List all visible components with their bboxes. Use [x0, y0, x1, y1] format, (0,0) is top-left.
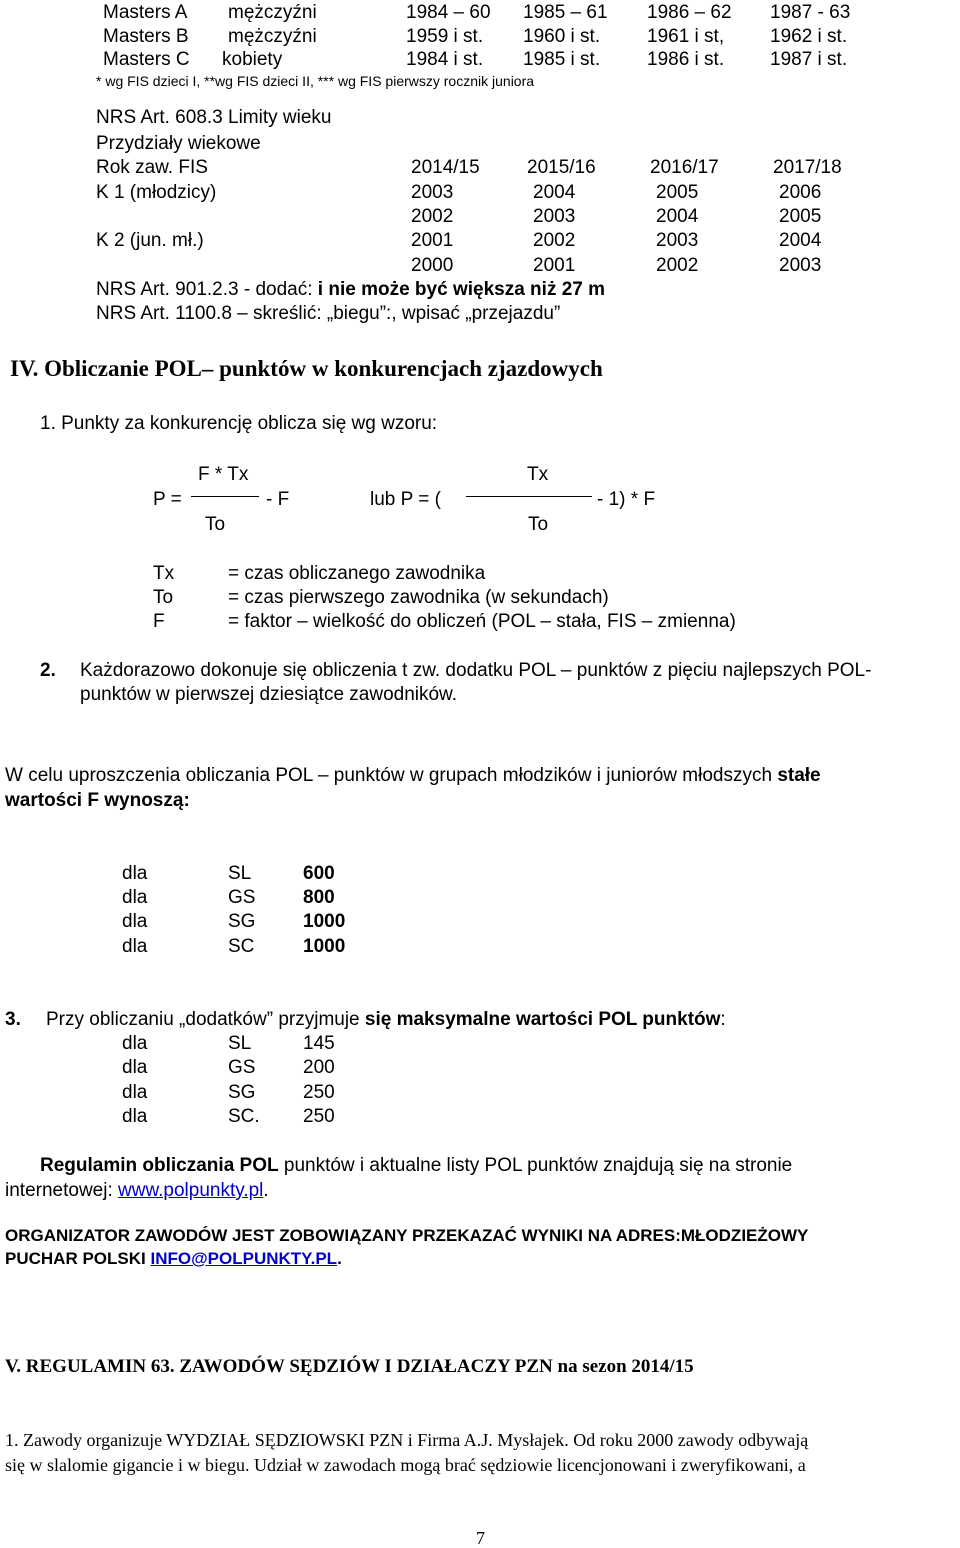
masters-year: 1987 - 63 — [770, 2, 851, 23]
legend-symbol: Tx — [153, 563, 175, 584]
legend-description: = faktor – wielkość do obliczeń (POL – stała, FIS – zmienna) — [228, 611, 736, 632]
age-row — [0, 183, 960, 205]
discipline: SL — [228, 863, 252, 884]
simplification-text: W celu uproszczenia obliczania POL – punktów w grupach młodzików i juniorów młodszych — [5, 765, 778, 786]
birth-year: 2006 — [779, 182, 822, 203]
birth-year: 2002 — [533, 230, 576, 251]
formula-numerator-1: F * Tx — [198, 464, 249, 485]
f-value: 600 — [303, 863, 335, 884]
f-value-row — [0, 864, 960, 886]
masters-year: 1986 – 62 — [647, 2, 732, 23]
item-3-bold: się maksymalne wartości POL punktów — [364, 1009, 721, 1030]
discipline: SG — [228, 911, 256, 932]
regulation-text-2: internetowej: — [5, 1180, 119, 1201]
age-category: K 2 (jun. mł.) — [96, 230, 204, 251]
page-number: 7 — [476, 1528, 485, 1548]
masters-year: 1984 i st. — [406, 49, 484, 70]
organizer-line2 — [5, 1250, 342, 1267]
organizer-line1: ORGANIZATOR ZAWODÓW JEST ZOBOWIĄZANY PRZEKAZAĆ WYNIKI NA ADRES:MŁODZIEŻOWY — [5, 1226, 809, 1245]
birth-year: 2001 — [533, 255, 576, 276]
organizer-period: . — [337, 1249, 342, 1268]
birth-year: 2003 — [656, 230, 699, 251]
birth-year: 2002 — [656, 255, 699, 276]
masters-year: 1960 i st. — [523, 26, 601, 47]
f-value: 1000 — [303, 911, 346, 932]
birth-year: 2004 — [656, 206, 699, 227]
birth-year: 2004 — [779, 230, 822, 251]
simplification-bold: stałe — [777, 765, 821, 786]
legend-symbol: F — [153, 611, 165, 632]
masters-year: 1986 i st. — [647, 49, 725, 70]
dla-label: dla — [122, 1057, 148, 1078]
masters-year: 1985 – 61 — [523, 2, 608, 23]
birth-year: 2003 — [533, 206, 576, 227]
birth-year: 2003 — [779, 255, 822, 276]
nrs1100-rule: NRS Art. 1100.8 – skreślić: „biegu”:, wpisać „przejazdu” — [96, 303, 561, 324]
f-value: 800 — [303, 887, 335, 908]
discipline: SC. — [228, 1106, 260, 1127]
discipline: GS — [228, 887, 256, 908]
dla-label: dla — [122, 1082, 148, 1103]
masters-label: Masters A — [103, 2, 188, 23]
masters-row — [0, 3, 960, 25]
birth-year: 2003 — [411, 182, 454, 203]
masters-sex: mężczyźni — [228, 26, 317, 47]
masters-sex: mężczyźni — [228, 2, 317, 23]
regulation-line1 — [40, 1156, 792, 1175]
max-value-row — [0, 1058, 960, 1080]
simplification-line1 — [5, 766, 821, 785]
season-header: 2014/15 — [411, 157, 480, 178]
organizer-text: PUCHAR POLSKI — [5, 1249, 151, 1268]
masters-footnote: * wg FIS dzieci I, **wg FIS dzieci II, *** wg FIS pierwszy rocznik juniora — [96, 73, 535, 89]
max-value: 250 — [303, 1106, 335, 1127]
masters-row — [0, 50, 960, 72]
max-value: 250 — [303, 1082, 335, 1103]
formula-tail: - 1) * F — [597, 489, 656, 510]
age-row — [0, 256, 960, 278]
masters-year: 1987 i st. — [770, 49, 848, 70]
item-2-line1: Każdorazowo dokonuje się obliczenia t zw. dodatku POL – punktów z pięciu najlepszych POL- — [80, 660, 872, 681]
item-2-line2: punktów w pierwszej dziesiątce zawodników. — [80, 684, 458, 705]
regulation-text: punktów i aktualne listy POL punktów znajdują się na stronie — [278, 1155, 793, 1176]
season-header: 2015/16 — [527, 157, 596, 178]
section5-p1-line2: się w slalomie gigancie i w biegu. Udział w zawodach mogą brać sędziowie licencjonowani i zweryfikowani, a — [5, 1455, 806, 1475]
dla-label: dla — [122, 887, 148, 908]
formula-minus-f: - F — [266, 489, 290, 510]
max-value: 200 — [303, 1057, 335, 1078]
season-header: 2017/18 — [773, 157, 842, 178]
birth-year: 2000 — [411, 255, 454, 276]
dla-label: dla — [122, 911, 148, 932]
masters-year: 1985 i st. — [523, 49, 601, 70]
max-value-row — [0, 1083, 960, 1105]
masters-year: 1984 – 60 — [406, 2, 491, 23]
f-value-row — [0, 937, 960, 959]
masters-row — [0, 27, 960, 49]
birth-year: 2005 — [779, 206, 822, 227]
birth-year: 2004 — [533, 182, 576, 203]
discipline: GS — [228, 1057, 256, 1078]
dla-label: dla — [122, 1106, 148, 1127]
nrs608-subtitle: Przydziały wiekowe — [96, 133, 261, 154]
f-value: 1000 — [303, 936, 346, 957]
nrs608-title: NRS Art. 608.3 Limity wieku — [96, 107, 332, 128]
masters-sex: kobiety — [222, 49, 283, 70]
formula-denominator-2: To — [528, 514, 549, 535]
item-3-text-a: Przy obliczaniu „dodatków” przyjmuje — [46, 1009, 365, 1030]
dla-label: dla — [122, 1033, 148, 1054]
formula-denominator-1: To — [205, 514, 226, 535]
max-value-row — [0, 1107, 960, 1129]
discipline: SC — [228, 936, 255, 957]
item-3-number: 3. — [5, 1009, 21, 1030]
birth-year: 2005 — [656, 182, 699, 203]
max-value: 145 — [303, 1033, 335, 1054]
f-value-row — [0, 912, 960, 934]
masters-year: 1959 i st. — [406, 26, 484, 47]
section5-p1-line1: 1. Zawody organizuje WYDZIAŁ SĘDZIOWSKI PZN i Firma A.J. Mysłajek. Od roku 2000 zawody odbywają — [5, 1430, 809, 1450]
age-category: K 1 (młodzicy) — [96, 182, 217, 203]
item-3-colon: : — [720, 1009, 726, 1030]
dla-label: dla — [122, 863, 148, 884]
legend-description: = czas obliczanego zawodnika — [228, 563, 486, 584]
section4-p1: 1. Punkty za konkurencję oblicza się wg wzoru: — [40, 413, 438, 434]
legend-symbol: To — [153, 587, 174, 608]
nrs901-rule — [96, 280, 605, 299]
fraction-bar — [191, 496, 259, 497]
birth-year: 2001 — [411, 230, 454, 251]
masters-year: 1961 i st, — [647, 26, 725, 47]
simplification-line2: wartości F wynoszą: — [5, 790, 190, 811]
polpunkty-link[interactable]: www.polpunkty.pl — [118, 1180, 264, 1201]
item-3-text — [46, 1010, 726, 1029]
regulation-bold: Regulamin obliczania POL — [40, 1155, 279, 1176]
discipline: SG — [228, 1082, 256, 1103]
item-2-number: 2. — [40, 660, 56, 681]
section5-title: V. REGULAMIN 63. ZAWODÓW SĘDZIÓW I DZIAŁACZY PZN na sezon 2014/15 — [5, 1356, 694, 1377]
fraction-bar — [466, 496, 592, 497]
f-value-row — [0, 888, 960, 910]
max-value-row — [0, 1034, 960, 1056]
masters-label: Masters C — [103, 49, 190, 70]
masters-label: Masters B — [103, 26, 189, 47]
nrs901-prefix: NRS Art. 901.2.3 - dodać: — [96, 279, 318, 300]
formula-p-equals: P = — [153, 489, 182, 510]
age-row — [0, 231, 960, 253]
birth-year: 2002 — [411, 206, 454, 227]
regulation-period: . — [263, 1180, 269, 1201]
masters-year: 1962 i st. — [770, 26, 848, 47]
age-header-row — [0, 158, 960, 180]
dla-label: dla — [122, 936, 148, 957]
nrs901-bold: i nie może być większa niż 27 m — [317, 279, 606, 300]
section4-title: IV. Obliczanie POL– punktów w konkurencjach zjazdowych — [10, 356, 603, 381]
formula-numerator-2: Tx — [527, 464, 549, 485]
email-link[interactable]: INFO@POLPUNKTY.PL — [150, 1249, 338, 1268]
legend-description: = czas pierwszego zawodnika (w sekundach) — [228, 587, 609, 608]
age-header-label: Rok zaw. FIS — [96, 157, 208, 178]
regulation-line2 — [5, 1181, 269, 1200]
season-header: 2016/17 — [650, 157, 719, 178]
age-row — [0, 207, 960, 229]
formula-lub: lub P = ( — [370, 489, 441, 510]
discipline: SL — [228, 1033, 252, 1054]
